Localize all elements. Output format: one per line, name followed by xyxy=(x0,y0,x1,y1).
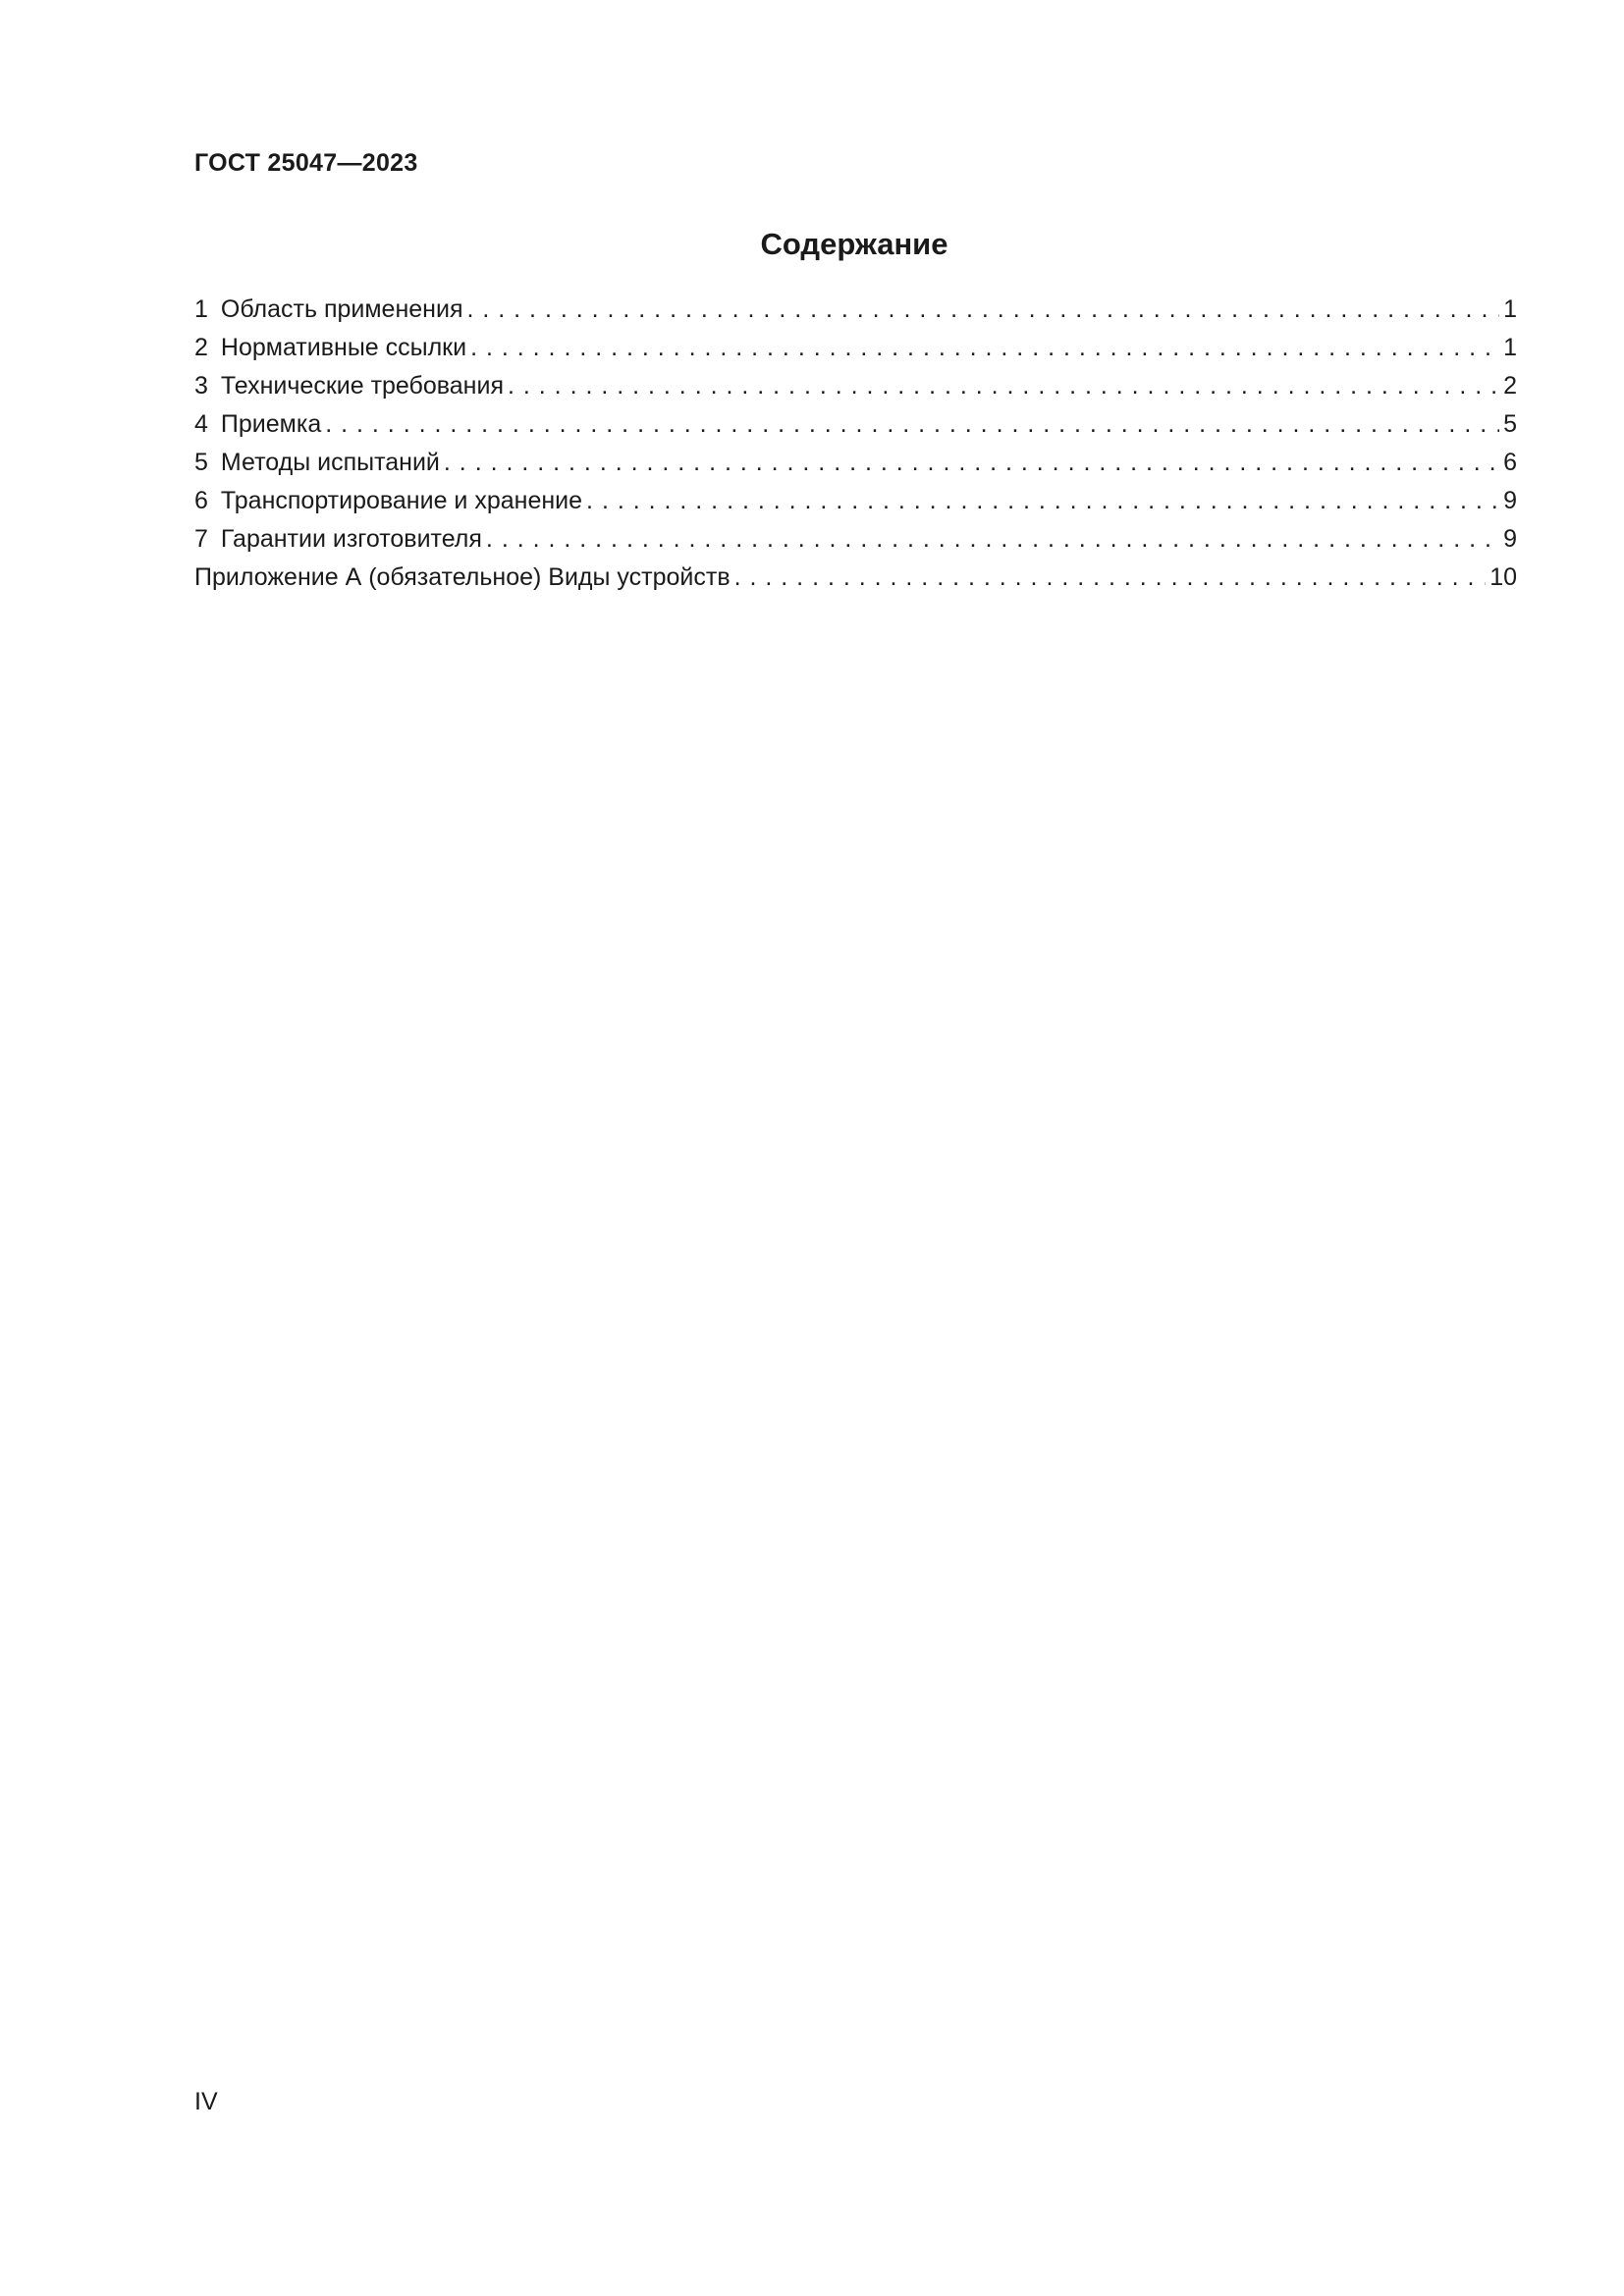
toc-entry-page: 1 xyxy=(1503,334,1517,361)
toc-entry-appendix-a[interactable] xyxy=(194,559,1517,597)
document-id: ГОСТ 25047—2023 xyxy=(194,149,418,177)
toc-leader-dots xyxy=(586,482,1499,520)
toc-entry-title: Приложение А (обязательное) Виды устройств xyxy=(194,563,731,591)
toc-entry-number: 6 xyxy=(194,487,208,514)
toc-leader-dots xyxy=(466,291,1499,329)
toc-title: Содержание xyxy=(760,227,948,261)
toc-leader-dots xyxy=(734,559,1487,597)
toc-entry-technical-requirements[interactable] xyxy=(194,367,1517,405)
toc-entry-number: 2 xyxy=(194,334,208,361)
toc-entry-normative-references[interactable] xyxy=(194,329,1517,367)
toc-entry-acceptance[interactable] xyxy=(194,405,1517,444)
toc-entry-page: 5 xyxy=(1503,410,1517,438)
toc-entry-number: 4 xyxy=(194,410,208,438)
toc-entry-page: 9 xyxy=(1503,525,1517,553)
toc-entry-number: 5 xyxy=(194,449,208,476)
toc-entry-title: Технические требования xyxy=(220,372,504,400)
toc-entry-scope[interactable] xyxy=(194,291,1517,329)
toc-leader-dots xyxy=(325,405,1499,444)
toc-entry-title: Область применения xyxy=(220,295,463,323)
toc-leader-dots xyxy=(486,520,1499,559)
toc-entry-transport-storage[interactable] xyxy=(194,482,1517,520)
toc-entry-page: 6 xyxy=(1503,449,1517,476)
toc-entry-page: 1 xyxy=(1503,295,1517,323)
toc-entry-number: 7 xyxy=(194,525,208,553)
toc-entry-title: Транспортирование и хранение xyxy=(220,487,583,514)
toc-leader-dots xyxy=(470,329,1499,367)
toc-entry-test-methods[interactable] xyxy=(194,444,1517,482)
toc-leader-dots xyxy=(444,444,1499,482)
toc-entry-title: Гарантии изготовителя xyxy=(220,525,482,553)
toc-entry-title: Методы испытаний xyxy=(220,449,440,476)
toc-entry-title: Приемка xyxy=(220,410,322,438)
table-of-contents xyxy=(194,291,1517,597)
toc-leader-dots xyxy=(508,367,1499,405)
toc-entry-page: 9 xyxy=(1503,487,1517,514)
toc-entry-page: 10 xyxy=(1489,563,1517,591)
toc-entry-title: Нормативные ссылки xyxy=(220,334,467,361)
page-number: IV xyxy=(194,2088,218,2115)
toc-entry-number: 1 xyxy=(194,295,208,323)
toc-entry-page: 2 xyxy=(1503,372,1517,400)
toc-entry-manufacturer-warranty[interactable] xyxy=(194,520,1517,559)
toc-entry-number: 3 xyxy=(194,372,208,400)
